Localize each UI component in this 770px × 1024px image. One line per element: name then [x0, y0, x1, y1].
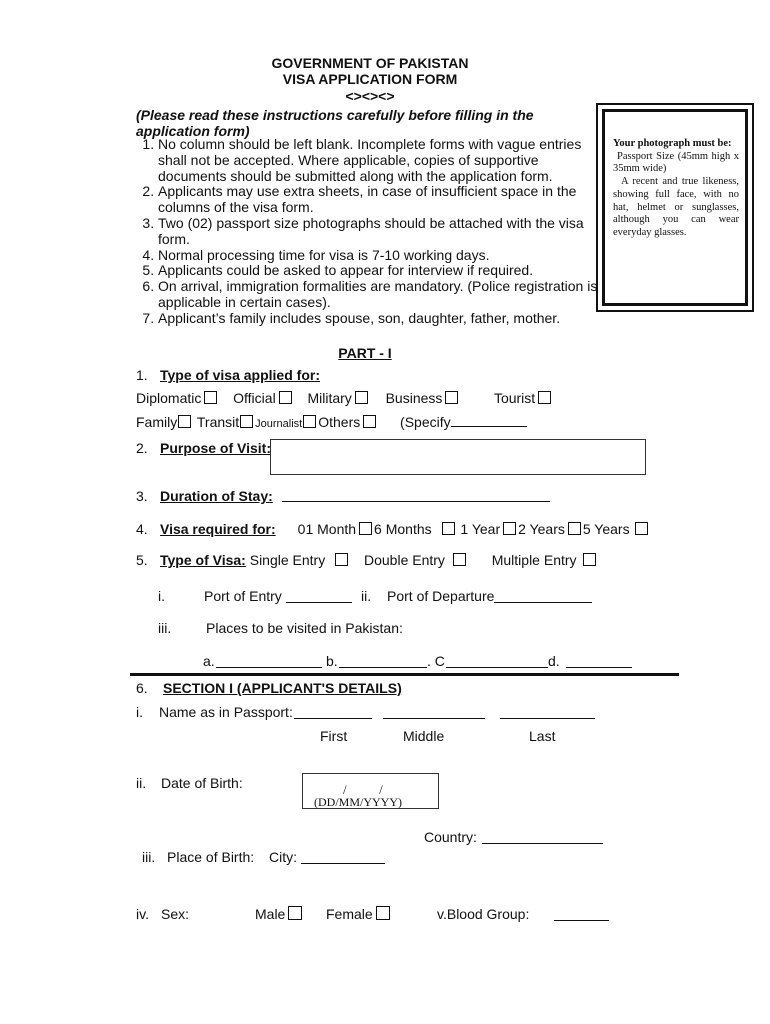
sex-number: iv.: [136, 906, 149, 922]
port-of-entry-label: Port of Entry: [204, 588, 282, 604]
form-header-ornament: <><><>: [345, 88, 395, 104]
entry-type-row: [160, 552, 598, 568]
q5-number: 5.: [136, 552, 148, 568]
five-years-checkbox[interactable]: [635, 522, 648, 535]
opt-others-label: Others: [318, 414, 361, 430]
place-d-input[interactable]: [566, 667, 632, 668]
q1-number: 1.: [136, 367, 148, 383]
port-of-departure-input[interactable]: [494, 602, 592, 603]
multiple-entry-checkbox[interactable]: [583, 553, 596, 566]
place-d-label: d.: [548, 653, 560, 669]
q2-number: 2.: [136, 440, 148, 456]
roman-ii: ii.: [361, 588, 372, 604]
place-a-label: a.: [203, 653, 215, 669]
visa-type-row-2: [136, 414, 527, 430]
middle-name-input[interactable]: [383, 718, 485, 719]
photo-attachment-box[interactable]: [596, 103, 754, 312]
male-label: Male: [255, 906, 286, 922]
part-heading: PART - I: [338, 345, 392, 361]
opt-transit-label: Transit: [196, 414, 240, 430]
opt-business-label: Business: [385, 390, 443, 406]
name-label: Name as in Passport:: [159, 704, 293, 720]
dob-number: ii.: [136, 775, 147, 791]
city-input[interactable]: [301, 863, 385, 864]
opt-military-label: Military: [307, 390, 352, 406]
two-years-checkbox[interactable]: [568, 522, 581, 535]
q4-label: Visa required for:: [160, 521, 276, 537]
section-divider: [130, 673, 679, 676]
female-checkbox[interactable]: [376, 906, 390, 920]
opt-5-years-label: 5 Years: [582, 521, 630, 537]
opt-2-years-label: 2 Years: [518, 521, 565, 537]
blood-group-input[interactable]: [554, 920, 609, 921]
photo-requirements: [602, 109, 748, 306]
photo-box-likeness: A recent and true likeness, showing full face, with no hat, helmet or sunglasses, although you can wear everyday glasses.: [613, 176, 739, 238]
section-i-heading: SECTION I (APPLICANT'S DETAILS): [163, 680, 402, 696]
place-a-input[interactable]: [216, 667, 322, 668]
opt-double-entry-label: Double Entry: [364, 552, 445, 568]
opt-diplomatic-label: Diplomatic: [136, 390, 202, 406]
tourist-checkbox[interactable]: [538, 391, 551, 404]
port-of-departure-label: Port of Departure: [387, 588, 495, 604]
instruction-item: 7. Applicant’s family includes spouse, son, daughter, father, mother.: [158, 311, 603, 327]
country-label: Country:: [424, 829, 477, 845]
instruction-item: 6. On arrival, immigration formalities are mandatory. (Police registration is applicable in certain cases).: [158, 279, 603, 311]
q5-label: Type of Visa:: [160, 552, 246, 568]
places-label: Places to be visited in Pakistan:: [206, 620, 403, 636]
visa-type-row-1: [136, 390, 553, 406]
last-caption: Last: [529, 728, 556, 744]
pob-number: iii.: [142, 849, 156, 865]
photo-box-size: Passport Size (45mm high x 35mm wide): [613, 150, 739, 175]
opt-1-year-label: 1 Year: [460, 521, 501, 537]
purpose-of-visit-input[interactable]: [270, 439, 646, 475]
dob-separators: / /: [343, 782, 383, 797]
male-option: [255, 906, 304, 922]
official-checkbox[interactable]: [279, 391, 292, 404]
roman-i: i.: [158, 588, 165, 604]
one-year-checkbox[interactable]: [503, 522, 516, 535]
date-of-birth-input[interactable]: [302, 773, 439, 809]
instructions-heading: (Please read these instructions carefully before filling in the application form): [136, 107, 534, 139]
business-checkbox[interactable]: [445, 391, 458, 404]
one-month-checkbox[interactable]: [359, 522, 372, 535]
form-header-government: GOVERNMENT OF PAKISTAN: [271, 55, 469, 71]
form-header-title: VISA APPLICATION FORM: [282, 71, 458, 87]
opt-tourist-label: Tourist: [493, 390, 536, 406]
q1-label: Type of visa applied for:: [160, 367, 320, 383]
roman-iii: iii.: [158, 620, 172, 636]
female-option: [326, 906, 392, 922]
q6-number: 6.: [136, 680, 148, 696]
male-checkbox[interactable]: [288, 906, 302, 920]
place-b-label: b.: [326, 653, 338, 669]
double-entry-checkbox[interactable]: [453, 553, 466, 566]
instruction-item: 2. Applicants may use extra sheets, in case of insufficient space in the columns of the visa form.: [158, 184, 603, 216]
instruction-item: 5. Applicants could be asked to appear for interview if required.: [158, 263, 603, 279]
duration-of-stay-input[interactable]: [282, 501, 550, 502]
visa-duration-row: [160, 521, 650, 537]
q3-label: Duration of Stay:: [160, 488, 273, 504]
pob-label: Place of Birth:: [167, 849, 255, 865]
transit-checkbox[interactable]: [240, 415, 253, 428]
opt-official-label: Official: [233, 390, 276, 406]
sex-label: Sex:: [161, 906, 190, 922]
military-checkbox[interactable]: [355, 391, 368, 404]
opt-journalist-label: Journalist: [255, 418, 303, 430]
q3-number: 3.: [136, 488, 148, 504]
place-c-label: . C: [427, 653, 445, 669]
dob-format-hint: (DD/MM/YYYY): [314, 795, 402, 809]
first-name-input[interactable]: [294, 718, 372, 719]
dob-label: Date of Birth:: [161, 775, 243, 791]
q2-label: Purpose of Visit:: [160, 440, 271, 456]
blood-group-label: v.Blood Group:: [437, 906, 530, 922]
journalist-checkbox[interactable]: [303, 415, 316, 428]
place-c-input[interactable]: [446, 667, 548, 668]
instruction-item: 4. Normal processing time for visa is 7-10 working days.: [158, 248, 603, 264]
last-name-input[interactable]: [500, 718, 595, 719]
middle-caption: Middle: [403, 728, 445, 744]
diplomatic-checkbox[interactable]: [204, 391, 217, 404]
instruction-item: 1. No column should be left blank. Incomplete forms with vague entries shall not be accepted. Where applicable, copies of supportive documents should be submitted along with the application form.: [158, 137, 603, 184]
q4-number: 4.: [136, 521, 148, 537]
city-label: City:: [269, 849, 297, 865]
opt-family-label: Family: [136, 414, 178, 430]
instruction-item: 3. Two (02) passport size photographs should be attached with the visa form.: [158, 216, 603, 248]
first-caption: First: [320, 728, 348, 744]
female-label: Female: [326, 906, 373, 922]
country-input[interactable]: [482, 843, 603, 844]
others-checkbox[interactable]: [363, 415, 376, 428]
place-b-input[interactable]: [339, 667, 427, 668]
opt-specify-label: (Specify: [400, 414, 451, 430]
specify-input[interactable]: [451, 414, 527, 427]
instructions-list: [136, 137, 603, 327]
opt-6-months-label: 6 Months: [374, 521, 432, 537]
opt-1-month-label: 01 Month: [297, 521, 357, 537]
opt-multiple-entry-label: Multiple Entry: [491, 552, 577, 568]
name-number: i.: [136, 704, 143, 720]
single-entry-checkbox[interactable]: [335, 553, 348, 566]
port-of-entry-input[interactable]: [286, 602, 352, 603]
opt-single-entry-label: Single Entry: [249, 552, 326, 568]
six-months-checkbox[interactable]: [442, 522, 455, 535]
family-checkbox[interactable]: [178, 415, 191, 428]
photo-box-title: Your photograph must be:: [613, 138, 732, 149]
